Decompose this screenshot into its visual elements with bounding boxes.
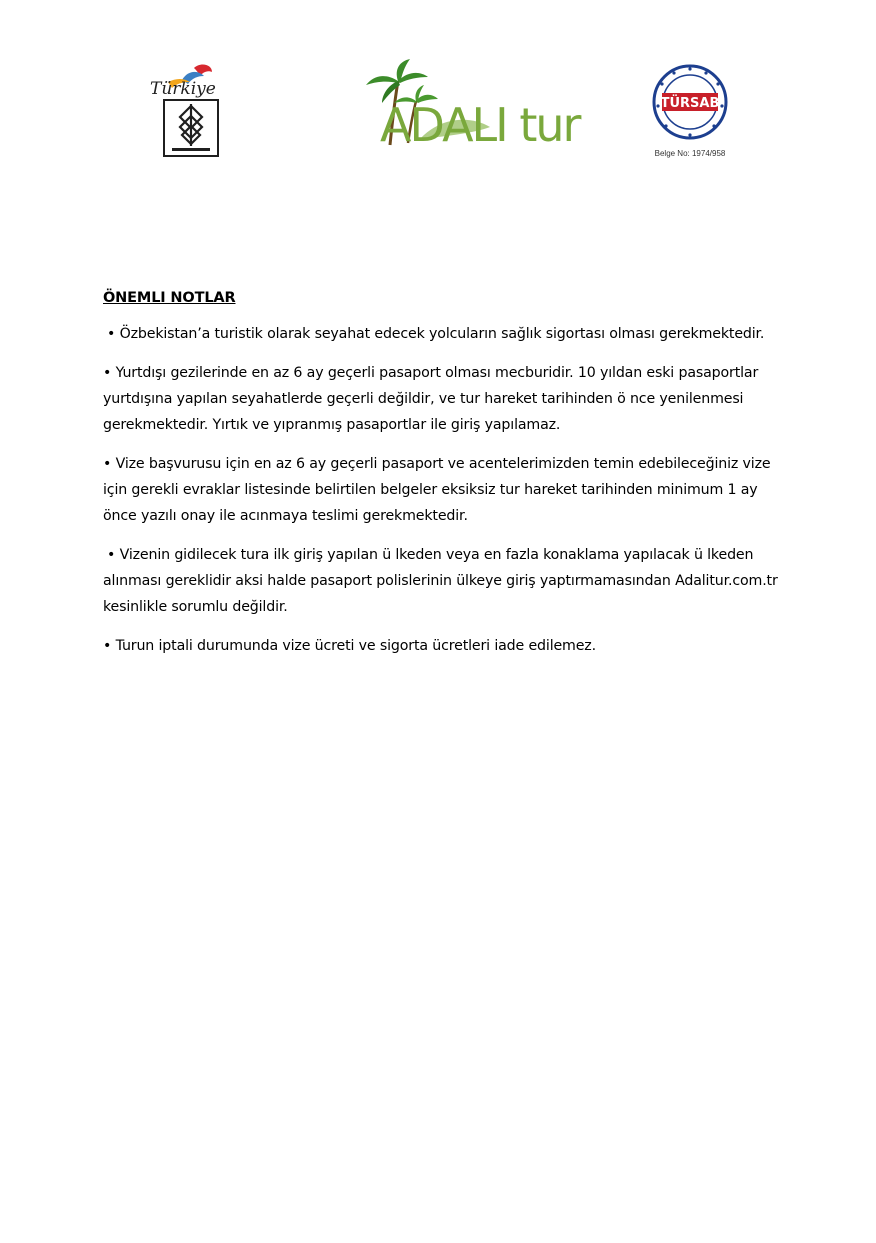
adalitur-logo [360,55,580,163]
tursab-license-number: Belge No: 1974/958 [654,149,726,158]
note-visa-country: • Vizenin gidilecek tura ilk giriş yapılan ü lkeden veya en fazla konaklama yapılacak ü lkeden alınması gereklidir aksi halde pasaport polislerinin ülkeye giriş yaptırmamasından Adalitur.com.tr kesinlikle sorumlu değildir. [103,547,778,615]
note-visa-application: • Vize başvurusu için en az 6 ay geçerli pasaport ve acentelerimizden temin edebileceğiniz vize için gerekli evraklar listesinde belirtilen belgeler eksiksiz tur hareket tarihinden minimum 1 ay önce yazılı onay ile acınmaya teslimi gerekmektedir. [103,456,771,524]
tursab-logo-graphic [644,62,736,162]
adalitur-logo-graphic [360,55,580,163]
note-health-insurance: • Özbekistan’a turistik olarak seyahat edecek yolcuların sağlık sigortası olması gerekmektedir. [107,326,765,342]
tursab-logo [644,62,736,162]
turkiye-wordmark: Türkiye [150,79,216,99]
tursab-wordmark: TÜRSAB [660,96,720,111]
turkiye-ministry-logo [146,60,242,160]
notes-title: ÖNEMLI NOTLAR [103,290,236,306]
adalitur-wordmark: ADALI tur [380,98,580,152]
important-notes-section [103,285,793,672]
note-cancellation: • Turun iptali durumunda vize ücreti ve sigorta ücretleri iade edilemez. [103,638,596,654]
note-passport-validity: • Yurtdışı gezilerinde en az 6 ay geçerli pasaport olması mecburidir. 10 yıldan eski pasaportlar yurtdışına yapılan seyahatlerde geçerli değildir, ve tur hareket tarihinden ö nce yenilenmesi gerekmektedir. Yırtık ve yıpranmış pasaportlar ile giriş yapılamaz. [103,365,759,433]
turkiye-logo-graphic [146,60,242,160]
